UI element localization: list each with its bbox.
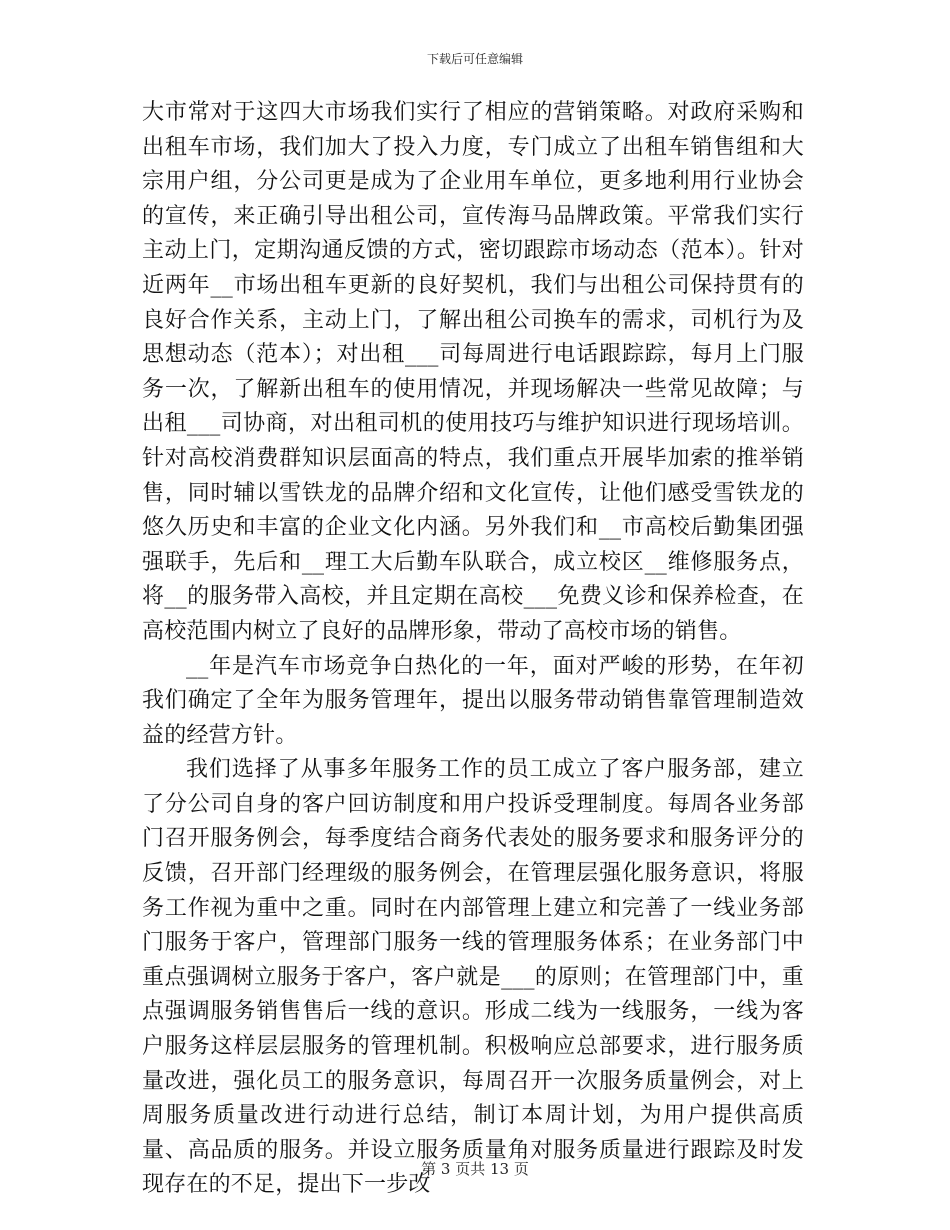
paragraph-service-year: __年是汽车市场竞争白热化的一年，面对严峻的形势，在年初我们确定了全年为服务管理年，提出以服务带动销售靠管理制造效益的经营方针。 (142, 653, 804, 748)
paragraph-customer-service: 我们选择了从事多年服务工作的员工成立了客户服务部，建立了分公司自身的客户回访制度和用户投诉受理制度。每周各业务部门召开服务例会，每季度结合商务代表处的服务要求和服务评分的反馈，召开部门经理级的服务例会，在管理层强化服务意识，将服务工作视为重中之重。同时在内部管理上建立和完善了一线业务部门服务于客户，管理部门服务一线的管理服务体系；在业务部门中重点强调树立服务于客户，客户就是___的原则；在管理部门中，重点强调服务销售售后一线的意识。形成二线为一线服务，一线为客户服务这样层层服务的管理机制。积极响应总部要求，进行服务质量改进，强化员工的服务意识，每周召开一次服务质量例会，对上周服务质量改进行动进行总结，制订本周计划，为用户提供高质量、高品质的服务。并设立服务质量角对服务质量进行跟踪及时发现存在的不足，提出下一步改 (142, 757, 804, 1198)
page-header: 下载后可任意编辑 (426, 52, 523, 66)
page-number-footer: 第 3 页共 13 页 (421, 1160, 529, 1178)
document-body (142, 96, 804, 1203)
paragraph-marketing-strategy: 大市常对于这四大市场我们实行了相应的营销策略。对政府采购和出租车市场，我们加大了投入力度，专门成立了出租车销售组和大宗用户组，分公司更是成为了企业用车单位，更多地利用行业协会的宣传，来正确引导出租公司，宣传海马品牌政策。平常我们实行主动上门，定期沟通反馈的方式，密切跟踪市场动态（范本）。针对近两年__市场出租车更新的良好契机，我们与出租公司保持贯有的良好合作关系，主动上门，了解出租公司换车的需求，司机行为及思想动态（范本）；对出租___司每周进行电话跟踪踪，每月上门服务一次，了解新出租车的使用情况，并现场解决一些常见故障；与出租___司协商，对出租司机的使用技巧与维护知识进行现场培训。针对高校消费群知识层面高的特点，我们重点开展毕加索的推举销售，同时辅以雪铁龙的品牌介绍和文化宣传，让他们感受雪铁龙的悠久历史和丰富的企业文化内涵。另外我们和__市高校后勤集团强强联手，先后和__理工大后勤车队联合，成立校区__维修服务点，将__的服务带入高校，并且定期在高校___免费义诊和保养检查，在高校范围内树立了良好的品牌形象，带动了高校市场的销售。 (142, 100, 804, 644)
